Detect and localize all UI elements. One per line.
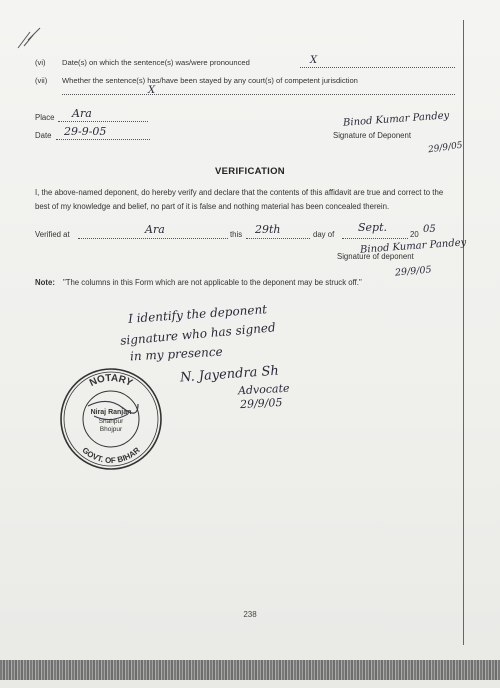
notary-line-3: in my presence — [129, 344, 223, 364]
date-line — [56, 139, 150, 140]
year-value: 05 — [423, 224, 436, 235]
notary-date: 29/9/05 — [239, 395, 283, 412]
clause-vii — [35, 76, 455, 88]
place-value: Ara — [72, 107, 92, 120]
right-margin-rule — [463, 20, 464, 645]
month-value: Sept. — [358, 221, 388, 234]
answer-line — [62, 94, 455, 95]
notary-seal — [58, 366, 164, 472]
clause-text: Whether the sentence(s) has/have been stayed by any court(s) of competent jurisdiction — [62, 76, 358, 85]
verified-place-line — [78, 238, 228, 239]
svg-text:NOTARY: NOTARY — [87, 372, 135, 390]
deponent-signature: Binod Kumar Pandey — [342, 110, 450, 129]
clause-text: Date(s) on which the sentence(s) was/were pronounced — [62, 58, 250, 67]
date-value: 29-9-05 — [64, 125, 107, 138]
notary-line-1: I identify the deponent — [127, 302, 268, 326]
scan-edge-strip — [0, 660, 500, 680]
notary-name: N. Jayendra Sh — [179, 363, 280, 386]
year-prefix: 20 — [410, 230, 419, 239]
verification-signature: Binod Kumar Pandey — [359, 237, 467, 256]
clause-vi — [35, 58, 455, 70]
day-line — [246, 238, 310, 239]
note — [35, 278, 362, 287]
notary-title: Advocate — [237, 381, 290, 398]
clause-number: (vi) — [35, 58, 46, 67]
day-value: 29th — [255, 223, 281, 236]
deponent-signature-date: 29/9/05 — [427, 140, 464, 156]
verification-signature-date: 29/9/05 — [394, 264, 433, 279]
svg-text:Bhojpur: Bhojpur — [99, 426, 123, 433]
signature-of-deponent-label: Signature of Deponent — [333, 131, 412, 140]
verification-body: I, the above-named deponent, do hereby verify and declare that the contents of this affidavit are true and correct to the best of my knowledge and belief, no part of it is false and nothing material has been concealed therein. — [35, 188, 444, 211]
svg-text:GOVT. OF BIHAR: GOVT. OF BIHAR — [80, 445, 142, 466]
svg-text:Shahpur: Shahpur — [98, 418, 124, 425]
month-line — [342, 238, 408, 239]
clause-vi-answer: X — [310, 55, 318, 66]
clause-number: (vii) — [35, 76, 48, 85]
answer-line — [300, 67, 455, 68]
notary-line-2: signature who has signed — [119, 320, 277, 348]
note-label: Note: — [35, 278, 55, 287]
page-number: 238 — [243, 610, 257, 619]
corner-scribble — [10, 18, 50, 58]
clause-vii-answer: X — [148, 85, 156, 96]
place-line — [58, 121, 148, 122]
this-label: this — [230, 230, 243, 239]
place-label: Place — [35, 113, 55, 122]
verification-heading: VERIFICATION — [215, 166, 285, 177]
svg-text:Niraj Ranjan: Niraj Ranjan — [90, 409, 132, 416]
date-label: Date — [35, 131, 52, 140]
verified-at-label: Verified at — [35, 230, 70, 239]
day-of-label: day of — [313, 230, 335, 239]
note-text: "The columns in this Form which are not applicable to the deponent may be struck off." — [62, 278, 362, 287]
verified-place-value: Ara — [145, 223, 165, 236]
signature-of-deponent-label: Signature of deponent — [337, 252, 414, 261]
